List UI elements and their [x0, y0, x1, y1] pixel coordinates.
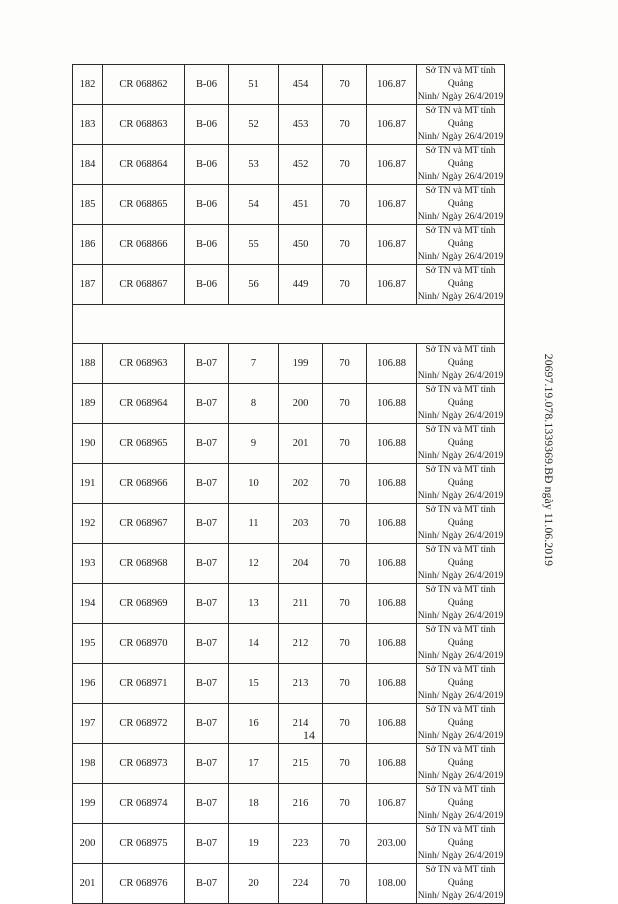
cell-plot-no: 204: [279, 544, 323, 584]
cell-issuer: [417, 105, 505, 145]
cell-area: 106.88: [367, 664, 417, 704]
cell-area: 106.87: [367, 225, 417, 265]
cell-stt: 183: [73, 105, 103, 145]
cell-area: 106.88: [367, 744, 417, 784]
cell-stt: 193: [73, 544, 103, 584]
cell-parcel-no: 56: [229, 265, 279, 305]
cell-stt: 182: [73, 65, 103, 105]
issuer-line-1: Sở TN và MT tỉnh Quảng: [425, 186, 496, 209]
cell-plot-no: 450: [279, 225, 323, 265]
cell-area: 106.88: [367, 624, 417, 664]
cell-area: 106.88: [367, 424, 417, 464]
issuer-line-2: Ninh/ Ngày 26/4/2019: [417, 132, 504, 142]
cell-issuer: [417, 584, 505, 624]
cell-map-sheet: B-07: [185, 384, 229, 424]
cell-term-years: 70: [323, 544, 367, 584]
cell-parcel-no: 53: [229, 145, 279, 185]
cell-parcel-no: 9: [229, 424, 279, 464]
cell-map-sheet: B-07: [185, 824, 229, 864]
cell-map-sheet: B-07: [185, 344, 229, 384]
cell-issuer: [417, 225, 505, 265]
cell-parcel-no: 11: [229, 504, 279, 544]
cell-parcel-no: 10: [229, 464, 279, 504]
issuer-line-1: Sở TN và MT tỉnh Quảng: [425, 385, 496, 408]
cell-issuer: [417, 664, 505, 704]
cell-plot-no: 201: [279, 424, 323, 464]
cell-plot-no: 224: [279, 864, 323, 904]
issuer-line-1: Sở TN và MT tỉnh Quảng: [425, 705, 496, 728]
table-row: [73, 265, 505, 305]
cell-issuer: [417, 424, 505, 464]
table-row: [73, 424, 505, 464]
issuer-line-1: Sở TN và MT tỉnh Quảng: [425, 545, 496, 568]
table-row: [73, 624, 505, 664]
cell-plot-no: 200: [279, 384, 323, 424]
table-row: [73, 185, 505, 225]
cell-map-sheet: B-06: [185, 145, 229, 185]
cell-map-sheet: B-07: [185, 664, 229, 704]
cell-map-sheet: B-07: [185, 424, 229, 464]
cell-term-years: 70: [323, 185, 367, 225]
cell-plot-no: 223: [279, 824, 323, 864]
table-row: [73, 864, 505, 904]
issuer-line-1: Sở TN và MT tỉnh Quảng: [425, 745, 496, 768]
table-row: [73, 145, 505, 185]
cell-certificate-no: CR 068975: [103, 824, 185, 864]
issuer-line-1: Sở TN và MT tỉnh Quảng: [425, 665, 496, 688]
cell-term-years: 70: [323, 824, 367, 864]
cell-issuer: [417, 384, 505, 424]
cell-map-sheet: B-07: [185, 504, 229, 544]
cell-term-years: 70: [323, 704, 367, 744]
cell-plot-no: 203: [279, 504, 323, 544]
cell-issuer: [417, 824, 505, 864]
issuer-line-1: Sở TN và MT tỉnh Quảng: [425, 465, 496, 488]
cell-issuer: [417, 344, 505, 384]
issuer-line-1: Sở TN và MT tỉnh Quảng: [425, 146, 496, 169]
cell-stt: 191: [73, 464, 103, 504]
cell-certificate-no: CR 068865: [103, 185, 185, 225]
issuer-line-1: Sở TN và MT tỉnh Quảng: [425, 505, 496, 528]
cell-area: 106.87: [367, 65, 417, 105]
cell-term-years: 70: [323, 344, 367, 384]
table-row: [73, 504, 505, 544]
cell-term-years: 70: [323, 624, 367, 664]
cell-certificate-no: CR 068867: [103, 265, 185, 305]
cell-stt: 184: [73, 145, 103, 185]
cell-parcel-no: 12: [229, 544, 279, 584]
cell-map-sheet: B-07: [185, 624, 229, 664]
cell-issuer: [417, 464, 505, 504]
cell-stt: 200: [73, 824, 103, 864]
cell-certificate-no: CR 068963: [103, 344, 185, 384]
cell-area: 106.88: [367, 464, 417, 504]
table-body-top: [73, 65, 505, 305]
cell-parcel-no: 19: [229, 824, 279, 864]
cell-issuer: [417, 744, 505, 784]
cell-plot-no: 202: [279, 464, 323, 504]
cell-parcel-no: 17: [229, 744, 279, 784]
cell-area: 106.88: [367, 704, 417, 744]
issuer-line-1: Sở TN và MT tỉnh Quảng: [425, 345, 496, 368]
cell-issuer: [417, 504, 505, 544]
cell-term-years: 70: [323, 424, 367, 464]
cell-parcel-no: 13: [229, 584, 279, 624]
cell-term-years: 70: [323, 744, 367, 784]
table-row: [73, 344, 505, 384]
issuer-line-1: Sở TN và MT tỉnh Quảng: [425, 825, 496, 848]
cell-parcel-no: 15: [229, 664, 279, 704]
cell-stt: 201: [73, 864, 103, 904]
cell-map-sheet: B-07: [185, 464, 229, 504]
cell-certificate-no: CR 068976: [103, 864, 185, 904]
cell-stt: 187: [73, 265, 103, 305]
issuer-line-1: Sở TN và MT tỉnh Quảng: [425, 66, 496, 89]
cell-area: 106.88: [367, 504, 417, 544]
cell-plot-no: 211: [279, 584, 323, 624]
cell-map-sheet: B-07: [185, 584, 229, 624]
cell-plot-no: 212: [279, 624, 323, 664]
cell-certificate-no: CR 068974: [103, 784, 185, 824]
cell-area: 106.87: [367, 265, 417, 305]
table-row: [73, 105, 505, 145]
table-gap: [73, 305, 505, 344]
cell-issuer: [417, 145, 505, 185]
issuer-line-2: Ninh/ Ngày 26/4/2019: [417, 212, 504, 222]
table-row: [73, 544, 505, 584]
cell-term-years: 70: [323, 65, 367, 105]
table-body-bottom: [73, 344, 505, 904]
cell-certificate-no: CR 068964: [103, 384, 185, 424]
page-number: 14: [303, 728, 315, 742]
cell-certificate-no: CR 068973: [103, 744, 185, 784]
table-row: [73, 664, 505, 704]
cell-plot-no: 213: [279, 664, 323, 704]
cell-term-years: 70: [323, 265, 367, 305]
cell-plot-no: 216: [279, 784, 323, 824]
cell-map-sheet: B-07: [185, 864, 229, 904]
cell-certificate-no: CR 068864: [103, 145, 185, 185]
cell-area: 108.00: [367, 864, 417, 904]
cell-certificate-no: CR 068967: [103, 504, 185, 544]
issuer-line-2: Ninh/ Ngày 26/4/2019: [417, 451, 504, 461]
cell-map-sheet: B-06: [185, 225, 229, 265]
cell-certificate-no: CR 068972: [103, 704, 185, 744]
cell-parcel-no: 14: [229, 624, 279, 664]
cell-area: 106.87: [367, 185, 417, 225]
cell-term-years: 70: [323, 864, 367, 904]
cell-certificate-no: CR 068968: [103, 544, 185, 584]
issuer-line-2: Ninh/ Ngày 26/4/2019: [417, 691, 504, 701]
issuer-line-1: Sở TN và MT tỉnh Quảng: [425, 266, 496, 289]
cell-stt: 192: [73, 504, 103, 544]
cell-map-sheet: B-07: [185, 704, 229, 744]
issuer-line-2: Ninh/ Ngày 26/4/2019: [417, 92, 504, 102]
issuer-line-2: Ninh/ Ngày 26/4/2019: [417, 531, 504, 541]
cell-stt: 190: [73, 424, 103, 464]
cell-term-years: 70: [323, 584, 367, 624]
table-row: [73, 784, 505, 824]
table-row: [73, 464, 505, 504]
issuer-line-1: Sở TN và MT tỉnh Quảng: [425, 585, 496, 608]
cell-stt: 185: [73, 185, 103, 225]
cell-plot-no: 214: [279, 704, 323, 744]
cell-parcel-no: 52: [229, 105, 279, 145]
blank-separator-row: [73, 305, 505, 344]
issuer-line-1: Sở TN và MT tỉnh Quảng: [425, 425, 496, 448]
issuer-line-2: Ninh/ Ngày 26/4/2019: [417, 771, 504, 781]
cell-map-sheet: B-07: [185, 784, 229, 824]
cell-map-sheet: B-06: [185, 265, 229, 305]
table-row: [73, 744, 505, 784]
issuer-line-2: Ninh/ Ngày 26/4/2019: [417, 411, 504, 421]
table-row: [73, 65, 505, 105]
issuer-line-2: Ninh/ Ngày 26/4/2019: [417, 651, 504, 661]
table-row: [73, 384, 505, 424]
cell-map-sheet: B-06: [185, 65, 229, 105]
cell-certificate-no: CR 068965: [103, 424, 185, 464]
cell-issuer: [417, 265, 505, 305]
issuer-line-1: Sở TN và MT tỉnh Quảng: [425, 865, 496, 888]
land-certificate-table: [72, 64, 505, 904]
cell-certificate-no: CR 068862: [103, 65, 185, 105]
cell-plot-no: 452: [279, 145, 323, 185]
cell-certificate-no: CR 068966: [103, 464, 185, 504]
issuer-line-1: Sở TN và MT tỉnh Quảng: [425, 785, 496, 808]
cell-stt: 196: [73, 664, 103, 704]
issuer-line-1: Sở TN và MT tỉnh Quảng: [425, 106, 496, 129]
cell-term-years: 70: [323, 464, 367, 504]
cell-area: 106.88: [367, 544, 417, 584]
cell-term-years: 70: [323, 225, 367, 265]
issuer-line-2: Ninh/ Ngày 26/4/2019: [417, 571, 504, 581]
cell-parcel-no: 8: [229, 384, 279, 424]
cell-term-years: 70: [323, 784, 367, 824]
issuer-line-2: Ninh/ Ngày 26/4/2019: [417, 611, 504, 621]
cell-term-years: 70: [323, 664, 367, 704]
issuer-line-1: Sở TN và MT tỉnh Quảng: [425, 226, 496, 249]
cell-area: 203.00: [367, 824, 417, 864]
cell-area: 106.87: [367, 145, 417, 185]
cell-term-years: 70: [323, 384, 367, 424]
cell-parcel-no: 18: [229, 784, 279, 824]
issuer-line-2: Ninh/ Ngày 26/4/2019: [417, 811, 504, 821]
issuer-line-1: Sở TN và MT tỉnh Quảng: [425, 625, 496, 648]
cell-issuer: [417, 544, 505, 584]
cell-plot-no: 215: [279, 744, 323, 784]
cell-stt: 199: [73, 784, 103, 824]
cell-parcel-no: 16: [229, 704, 279, 744]
issuer-line-2: Ninh/ Ngày 26/4/2019: [417, 731, 504, 741]
cell-issuer: [417, 864, 505, 904]
cell-area: 106.87: [367, 105, 417, 145]
issuer-line-2: Ninh/ Ngày 26/4/2019: [417, 891, 504, 901]
cell-certificate-no: CR 068863: [103, 105, 185, 145]
cell-parcel-no: 55: [229, 225, 279, 265]
cell-area: 106.88: [367, 384, 417, 424]
issuer-line-2: Ninh/ Ngày 26/4/2019: [417, 851, 504, 861]
issuer-line-2: Ninh/ Ngày 26/4/2019: [417, 292, 504, 302]
cell-certificate-no: CR 068971: [103, 664, 185, 704]
issuer-line-2: Ninh/ Ngày 26/4/2019: [417, 491, 504, 501]
side-registration-text: 20697.19.078.1339369.BĐ ngày 11.06.2019: [542, 353, 554, 567]
cell-stt: 189: [73, 384, 103, 424]
cell-area: 106.88: [367, 344, 417, 384]
cell-issuer: [417, 784, 505, 824]
cell-term-years: 70: [323, 145, 367, 185]
issuer-line-2: Ninh/ Ngày 26/4/2019: [417, 371, 504, 381]
cell-parcel-no: 54: [229, 185, 279, 225]
cell-plot-no: 454: [279, 65, 323, 105]
cell-area: 106.88: [367, 584, 417, 624]
cell-issuer: [417, 65, 505, 105]
cell-certificate-no: CR 068969: [103, 584, 185, 624]
cell-plot-no: 449: [279, 265, 323, 305]
cell-plot-no: 199: [279, 344, 323, 384]
cell-stt: 197: [73, 704, 103, 744]
cell-certificate-no: CR 068866: [103, 225, 185, 265]
issuer-line-2: Ninh/ Ngày 26/4/2019: [417, 252, 504, 262]
table-row: [73, 824, 505, 864]
table-row: [73, 225, 505, 265]
cell-term-years: 70: [323, 105, 367, 145]
issuer-line-2: Ninh/ Ngày 26/4/2019: [417, 172, 504, 182]
cell-parcel-no: 51: [229, 65, 279, 105]
cell-map-sheet: B-07: [185, 744, 229, 784]
cell-map-sheet: B-07: [185, 544, 229, 584]
cell-plot-no: 451: [279, 185, 323, 225]
cell-map-sheet: B-06: [185, 105, 229, 145]
cell-parcel-no: 7: [229, 344, 279, 384]
cell-stt: 188: [73, 344, 103, 384]
cell-issuer: [417, 624, 505, 664]
blank-separator-cell: [73, 305, 505, 344]
cell-stt: 186: [73, 225, 103, 265]
cell-plot-no: 453: [279, 105, 323, 145]
cell-stt: 194: [73, 584, 103, 624]
cell-term-years: 70: [323, 504, 367, 544]
table-row: [73, 584, 505, 624]
cell-issuer: [417, 185, 505, 225]
cell-certificate-no: CR 068970: [103, 624, 185, 664]
cell-map-sheet: B-06: [185, 185, 229, 225]
cell-parcel-no: 20: [229, 864, 279, 904]
cell-area: 106.87: [367, 784, 417, 824]
cell-stt: 195: [73, 624, 103, 664]
cell-stt: 198: [73, 744, 103, 784]
